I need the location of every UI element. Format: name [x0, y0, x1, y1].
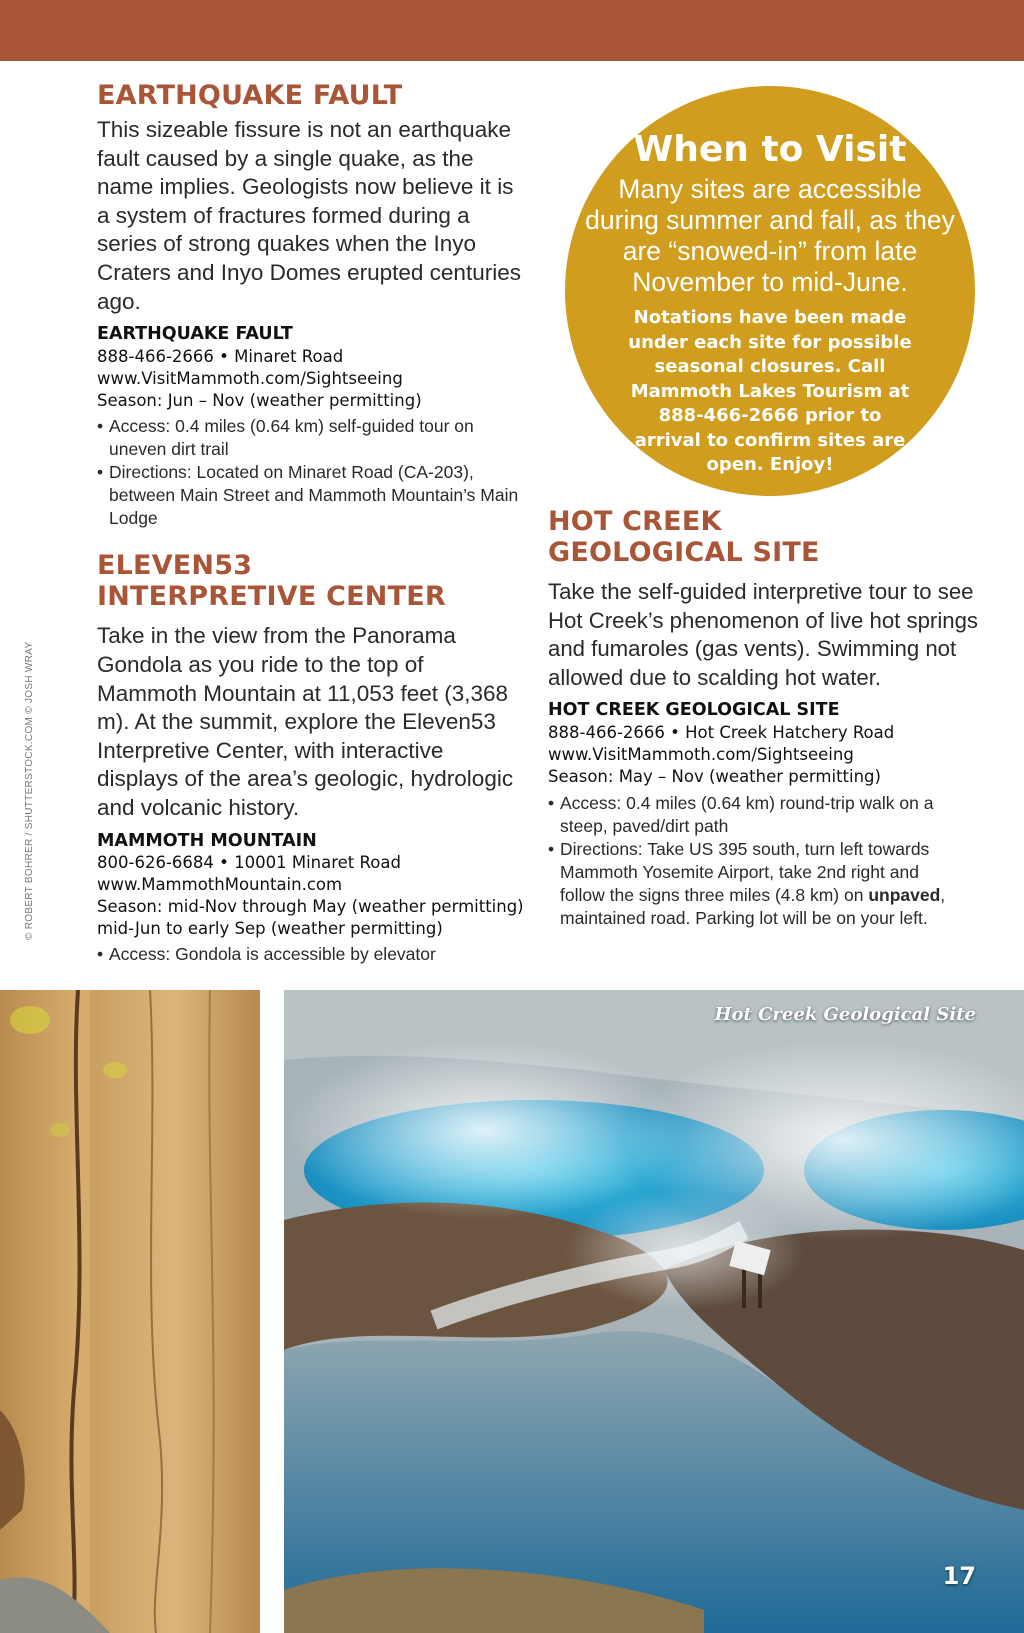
photo-caption: Hot Creek Geological Site [714, 1004, 976, 1025]
basalt-column-image [0, 990, 260, 1633]
info-name: MAMMOTH MOUNTAIN [97, 830, 317, 851]
when-to-visit-title: When to Visit [633, 129, 907, 170]
earthquake-fault-description: This sizeable fissure is not an earthquake fault caused by a single quake, as the name implies. Geologists now believe it is a system of fractures formed during a series of strong quakes when the Inyo Craters and Inyo Domes erupted centuries ago. [97, 117, 521, 314]
info-name: EARTHQUAKE FAULT [97, 324, 293, 345]
info-phone-address: 888-466-2666 • Minaret Road [97, 346, 344, 366]
hot-creek-bullets [548, 792, 968, 930]
hot-creek-heading-line1: HOT CREEK [548, 506, 722, 537]
bullet-directions: • Directions: Located on Minaret Road (CA-203), between Main Street and Mammoth Mountain’s Main Lodge [97, 461, 527, 530]
info-name: HOT CREEK GEOLOGICAL SITE [548, 700, 840, 721]
bullet-access: • Access: 0.4 miles (0.64 km) round-trip walk on a steep, paved/dirt path [548, 792, 968, 838]
directions-text-start: Directions: Take US 395 south, turn left towards Mammoth Yosemite Airport, take 2nd right and follow the signs three miles (4.8 km) on [560, 838, 930, 905]
info-season: Season: mid-Nov through May (weather permitting) [97, 896, 524, 916]
info-season: Season: May – Nov (weather permitting) [548, 766, 881, 786]
when-to-visit-callout [565, 86, 975, 496]
hot-creek-heading [548, 506, 988, 568]
info-season-2: mid-Jun to early Sep (weather permitting) [97, 918, 443, 938]
hot-creek-info [548, 700, 988, 787]
hot-creek-section [548, 506, 988, 930]
hot-creek-image [284, 990, 1024, 1633]
bullet-access: • Access: Gondola is accessible by elevator [97, 943, 527, 966]
when-to-visit-body: Many sites are accessible during summer and fall, as they are “snowed-in” from late November to mid-June. [585, 174, 955, 297]
earthquake-fault-heading: EARTHQUAKE FAULT [97, 80, 403, 111]
right-column [548, 506, 988, 930]
hot-creek-heading-line2: GEOLOGICAL SITE [548, 537, 820, 568]
hot-creek-photo [284, 990, 1024, 1633]
hot-creek-description: Take the self-guided interpretive tour to see Hot Creek’s phenomenon of live hot springs and fumaroles (gas vents). Swimming not allowed due to scalding hot water. [548, 579, 979, 690]
page-number: 17 [942, 1562, 976, 1590]
info-phone-address: 888-466-2666 • Hot Creek Hatchery Road [548, 723, 895, 743]
earthquake-fault-bullets [97, 415, 527, 530]
eleven53-heading [97, 550, 527, 612]
top-color-bar [0, 0, 1024, 61]
info-website-link[interactable]: www.VisitMammoth.com/Sightseeing [97, 368, 403, 388]
earthquake-fault-info [97, 324, 527, 411]
directions-text-end: , maintained road. Parking lot will be on your left. [560, 884, 946, 928]
eleven53-description: Take in the view from the Panorama Gondola as you ride to the top of Mammoth Mountain at 11,053 feet (3,368 m). At the summit, explore the Eleven53 Interpretive Center, with interactive displays of the area’s geologic, hydrologic and volcanic history. [97, 623, 514, 820]
eleven53-info [97, 831, 527, 940]
eleven53-heading-line2: INTERPRETIVE CENTER [97, 581, 446, 613]
directions-text-bold: unpaved [868, 884, 941, 905]
eleven53-heading-line1: ELEVEN53 [97, 550, 253, 582]
info-website-link[interactable]: www.MammothMountain.com [97, 875, 343, 895]
bullet-access: • Access: 0.4 miles (0.64 km) self-guided tour on uneven dirt trail [97, 415, 527, 461]
when-to-visit-note: Notations have been made under each site for possible seasonal closures. Call Mammoth Lakes Tourism at 888-466-2666 prior to arrival to confirm sites are open. Enjoy! [628, 307, 912, 475]
eleven53-section [97, 550, 527, 966]
earthquake-fault-section [97, 80, 527, 530]
info-season: Season: Jun – Nov (weather permitting) [97, 390, 422, 410]
photo-credit-text: © ROBERT BOHRER / SHUTTERSTOCK.COM © JOSH WRAY [24, 641, 35, 940]
info-phone-address: 800-626-6684 • 10001 Minaret Road [97, 853, 401, 873]
eleven53-bullets [97, 943, 527, 966]
basalt-column-photo [0, 990, 260, 1633]
info-website-link[interactable]: www.VisitMammoth.com/Sightseeing [548, 744, 854, 764]
left-column [97, 80, 527, 966]
bullet-directions [548, 838, 968, 930]
